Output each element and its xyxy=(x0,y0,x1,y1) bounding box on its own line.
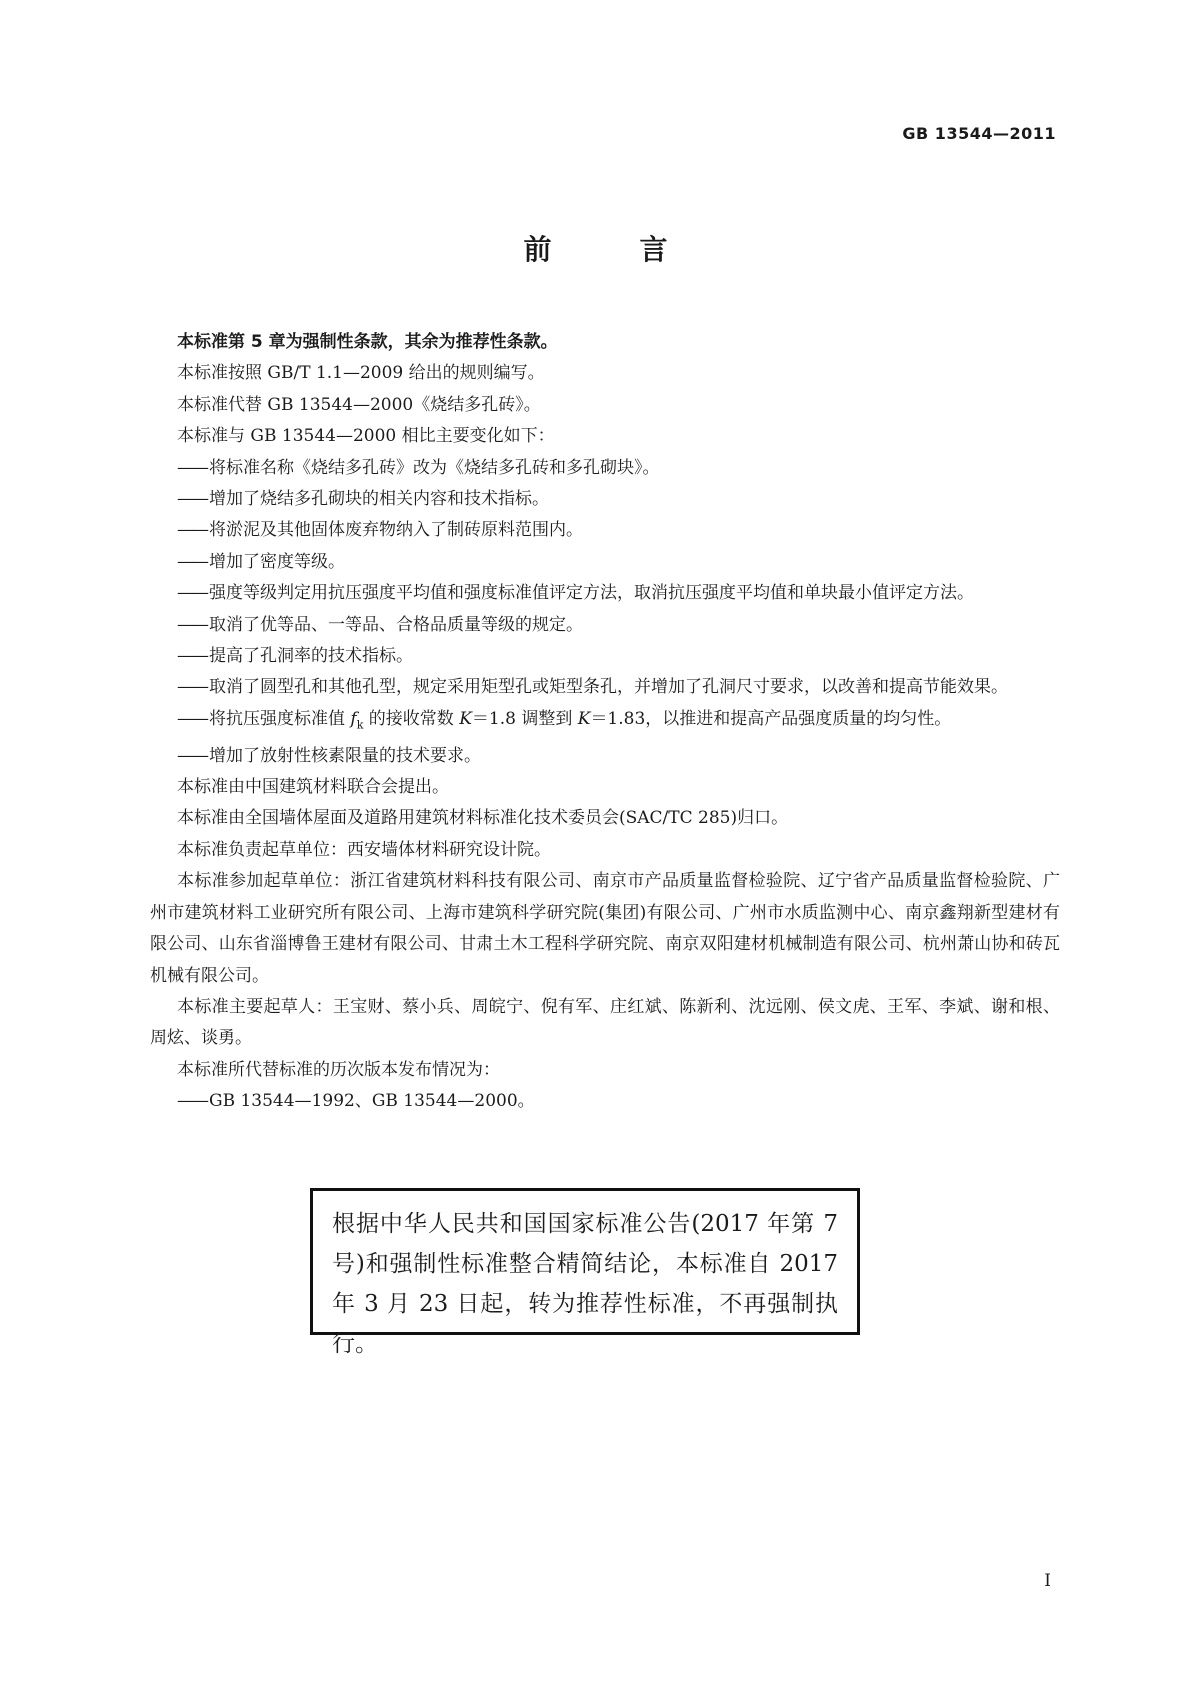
variable-k: K xyxy=(459,708,472,729)
change-item-formula xyxy=(150,704,1060,741)
change-item: —— 将淤泥及其他固体废弃物纳入了制砖原料范围内。 xyxy=(150,515,1060,546)
drafting-rules-paragraph: 本标准按照 GB/T 1.1—2009 给出的规则编写。 xyxy=(177,363,545,384)
participating-units-paragraph: 本标准参加起草单位：浙江省建筑材料科技有限公司、南京市产品质量监督检验院、辽宁省产品质量监督检验院、广州市建筑材料工业研究所有限公司、上海市建筑科学研究院(集团)有限公司、广州市水质监测中心、南京鑫翔新型建材有限公司、山东省淄博鲁王建材有限公司、甘肃土木工程科学研究院、南京双阳建材机械制造有限公司、杭州萧山协和砖瓦机械有限公司。 xyxy=(150,871,1060,986)
replaces-paragraph: 本标准代替 GB 13544—2000《烧结多孔砖》。 xyxy=(177,394,541,415)
mandatory-clause-statement: 本标准第 5 章为强制性条款，其余为推荐性条款。 xyxy=(177,332,558,352)
change-item: —— 强度等级判定用抗压强度平均值和强度标准值评定方法，取消抗压强度平均值和单块最小值评定方法。 xyxy=(150,578,1060,609)
variable-f: f xyxy=(350,708,357,729)
variable-subscript: k xyxy=(356,718,364,732)
change-text: ＝1.83，以推进和提高产品强度质量的均匀性。 xyxy=(590,708,952,729)
page-number: I xyxy=(1044,1571,1051,1591)
change-item: —— 增加了放射性核素限量的技术要求。 xyxy=(150,741,1060,772)
change-item: —— 将标准名称《烧结多孔砖》改为《烧结多孔砖和多孔砌块》。 xyxy=(150,453,1060,484)
status-notice-box: 根据中华人民共和国国家标准公告(2017 年第 7 号)和强制性标准整合精简结论，本标准自 2017 年 3 月 23 日起，转为推荐性标准，不再强制执行。 xyxy=(310,1188,860,1335)
drafters-paragraph: 本标准主要起草人：王宝财、蔡小兵、周皖宁、倪有军、庄红斌、陈新利、沈远刚、侯文虎、王军、李斌、谢和根、周炫、谈勇。 xyxy=(150,996,1060,1049)
history-intro-paragraph: 本标准所代替标准的历次版本发布情况为： xyxy=(177,1059,500,1080)
change-item: —— 取消了圆型孔和其他孔型，规定采用矩型孔或矩型条孔，并增加了孔洞尺寸要求，以改善和提高节能效果。 xyxy=(150,672,1060,703)
change-text: 的接收常数 xyxy=(363,708,460,729)
committee-paragraph: 本标准由全国墙体屋面及道路用建筑材料标准化技术委员会(SAC/TC 285)归口。 xyxy=(177,808,789,829)
change-item: —— 提高了孔洞率的技术指标。 xyxy=(150,641,1060,672)
change-item: —— 增加了密度等级。 xyxy=(150,547,1060,578)
variable-k: K xyxy=(577,708,591,729)
changes-intro-paragraph: 本标准与 GB 13544—2000 相比主要变化如下： xyxy=(177,426,555,447)
proposer-paragraph: 本标准由中国建筑材料联合会提出。 xyxy=(177,777,449,798)
history-item: —— GB 13544—1992、GB 13544—2000。 xyxy=(150,1086,1060,1117)
change-text: 将抗压强度标准值 xyxy=(209,708,351,729)
lead-drafter-paragraph: 本标准负责起草单位：西安墙体材料研究设计院。 xyxy=(177,839,551,860)
change-text: ＝1.8 调整到 xyxy=(471,708,578,729)
foreword-body xyxy=(150,327,1060,1118)
page-title: 前 言 xyxy=(523,233,698,266)
standard-code: GB 13544—2011 xyxy=(902,124,1056,143)
change-item: —— 增加了烧结多孔砌块的相关内容和技术指标。 xyxy=(150,484,1060,515)
change-item: —— 取消了优等品、一等品、合格品质量等级的规定。 xyxy=(150,610,1060,641)
